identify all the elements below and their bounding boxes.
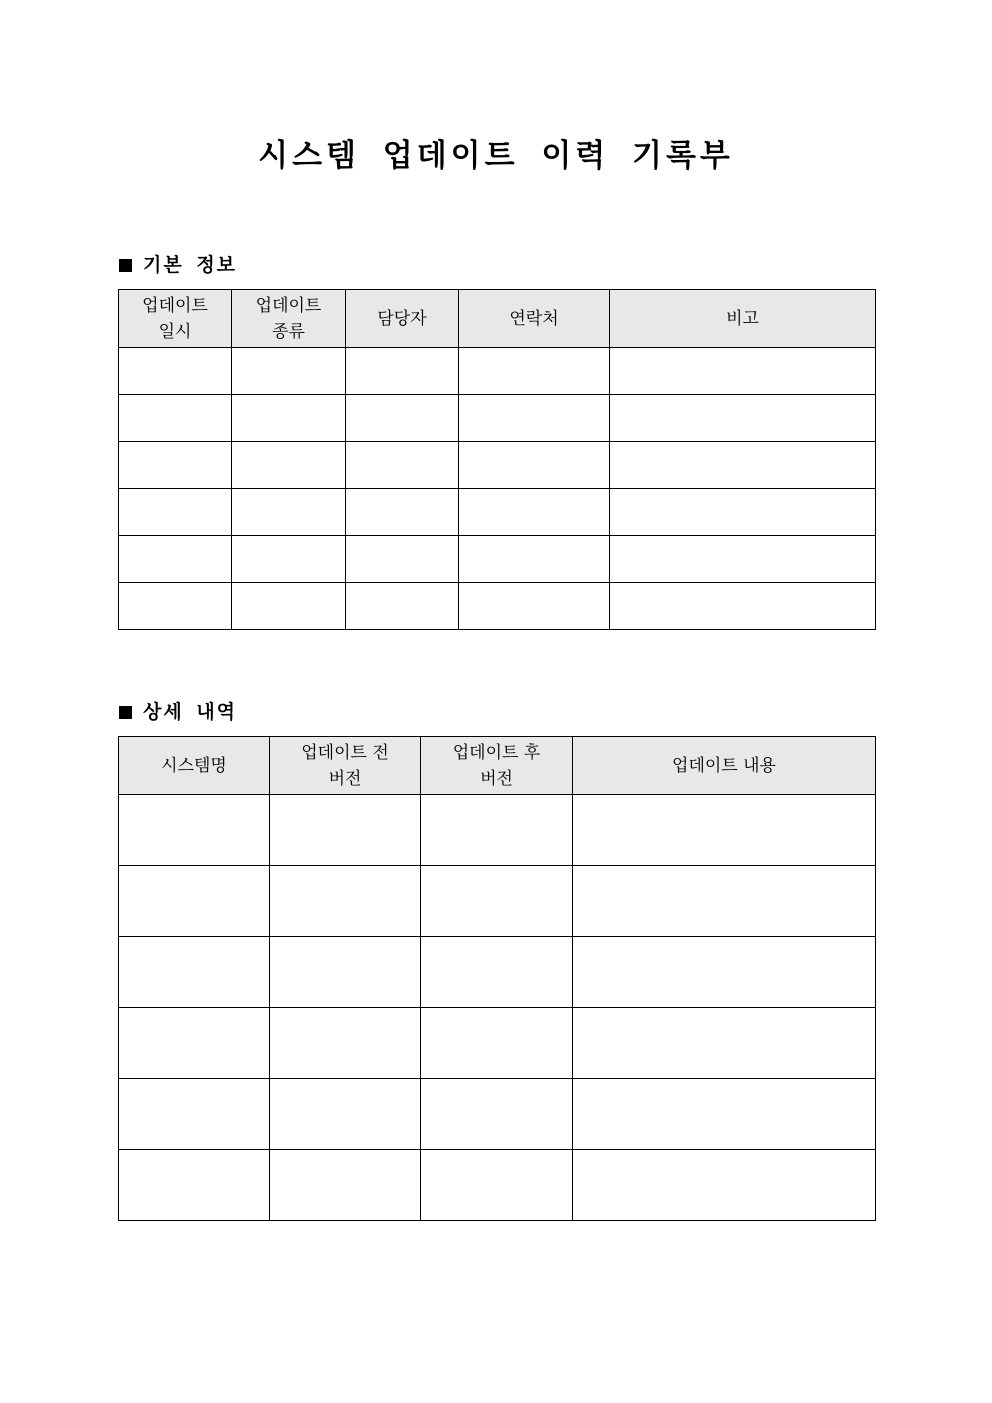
table-cell[interactable] — [573, 866, 876, 937]
table-cell[interactable] — [459, 395, 610, 442]
table-cell[interactable] — [573, 795, 876, 866]
table-row — [119, 536, 876, 583]
table-cell[interactable] — [119, 795, 270, 866]
table-cell[interactable] — [119, 866, 270, 937]
table-cell[interactable] — [421, 1008, 573, 1079]
table-cell[interactable] — [421, 1079, 573, 1150]
table-cell[interactable] — [119, 583, 232, 630]
table-header-row — [119, 290, 876, 348]
table-cell[interactable] — [610, 395, 876, 442]
table-cell[interactable] — [119, 1079, 270, 1150]
basic-info-table — [118, 289, 876, 630]
table-row — [119, 583, 876, 630]
table-row — [119, 442, 876, 489]
table-cell[interactable] — [119, 1008, 270, 1079]
section-heading-basic-info — [119, 253, 237, 277]
table-row — [119, 1150, 876, 1221]
table-cell[interactable] — [232, 583, 346, 630]
table-cell[interactable] — [270, 1008, 421, 1079]
detail-table — [118, 736, 876, 1221]
section-heading-detail — [119, 700, 237, 724]
table-cell[interactable] — [610, 348, 876, 395]
table-cell[interactable] — [573, 1079, 876, 1150]
table-row — [119, 937, 876, 1008]
table-row — [119, 348, 876, 395]
table-row — [119, 1079, 876, 1150]
table-cell[interactable] — [232, 442, 346, 489]
section-heading-label: 기본 정보 — [143, 254, 238, 276]
header-system-name: 시스템명 — [119, 737, 270, 795]
table-cell[interactable] — [119, 489, 232, 536]
table-row — [119, 395, 876, 442]
table-cell[interactable] — [232, 536, 346, 583]
table-header-row — [119, 737, 876, 795]
header-version-after: 업데이트 후 버전 — [421, 737, 573, 795]
table-cell[interactable] — [421, 795, 573, 866]
table-cell[interactable] — [421, 1150, 573, 1221]
table-cell[interactable] — [610, 536, 876, 583]
table-cell[interactable] — [232, 489, 346, 536]
table-cell[interactable] — [346, 442, 459, 489]
header-update-type: 업데이트 종류 — [232, 290, 346, 348]
table-cell[interactable] — [270, 937, 421, 1008]
table-row — [119, 1008, 876, 1079]
table-cell[interactable] — [119, 348, 232, 395]
table-cell[interactable] — [346, 536, 459, 583]
table-cell[interactable] — [421, 937, 573, 1008]
table-cell[interactable] — [573, 937, 876, 1008]
table-cell[interactable] — [119, 1150, 270, 1221]
table-cell[interactable] — [346, 583, 459, 630]
table-cell[interactable] — [459, 583, 610, 630]
table-cell[interactable] — [119, 937, 270, 1008]
header-remarks: 비고 — [610, 290, 876, 348]
header-version-before: 업데이트 전 버전 — [270, 737, 421, 795]
table-cell[interactable] — [270, 795, 421, 866]
table-cell[interactable] — [119, 442, 232, 489]
table-cell[interactable] — [459, 442, 610, 489]
header-contact: 연락처 — [459, 290, 610, 348]
table-cell[interactable] — [573, 1008, 876, 1079]
section-heading-label: 상세 내역 — [143, 701, 238, 723]
table-row — [119, 795, 876, 866]
table-cell[interactable] — [610, 583, 876, 630]
table-cell[interactable] — [232, 395, 346, 442]
document-title: 시스템 업데이트 이력 기록부 — [258, 138, 734, 174]
header-update-content: 업데이트 내용 — [573, 737, 876, 795]
table-cell[interactable] — [610, 442, 876, 489]
table-cell[interactable] — [346, 489, 459, 536]
table-cell[interactable] — [421, 866, 573, 937]
table-row — [119, 866, 876, 937]
header-update-datetime: 업데이트 일시 — [119, 290, 232, 348]
table-cell[interactable] — [459, 536, 610, 583]
table-cell[interactable] — [270, 1150, 421, 1221]
table-cell[interactable] — [119, 395, 232, 442]
table-cell[interactable] — [270, 1079, 421, 1150]
table-cell[interactable] — [232, 348, 346, 395]
table-cell[interactable] — [459, 348, 610, 395]
square-bullet-icon — [119, 706, 132, 719]
table-cell[interactable] — [459, 489, 610, 536]
table-cell[interactable] — [610, 489, 876, 536]
square-bullet-icon — [119, 259, 132, 272]
header-person-in-charge: 담당자 — [346, 290, 459, 348]
table-cell[interactable] — [346, 348, 459, 395]
table-cell[interactable] — [270, 866, 421, 937]
table-cell[interactable] — [346, 395, 459, 442]
table-cell[interactable] — [119, 536, 232, 583]
table-row — [119, 489, 876, 536]
table-cell[interactable] — [573, 1150, 876, 1221]
